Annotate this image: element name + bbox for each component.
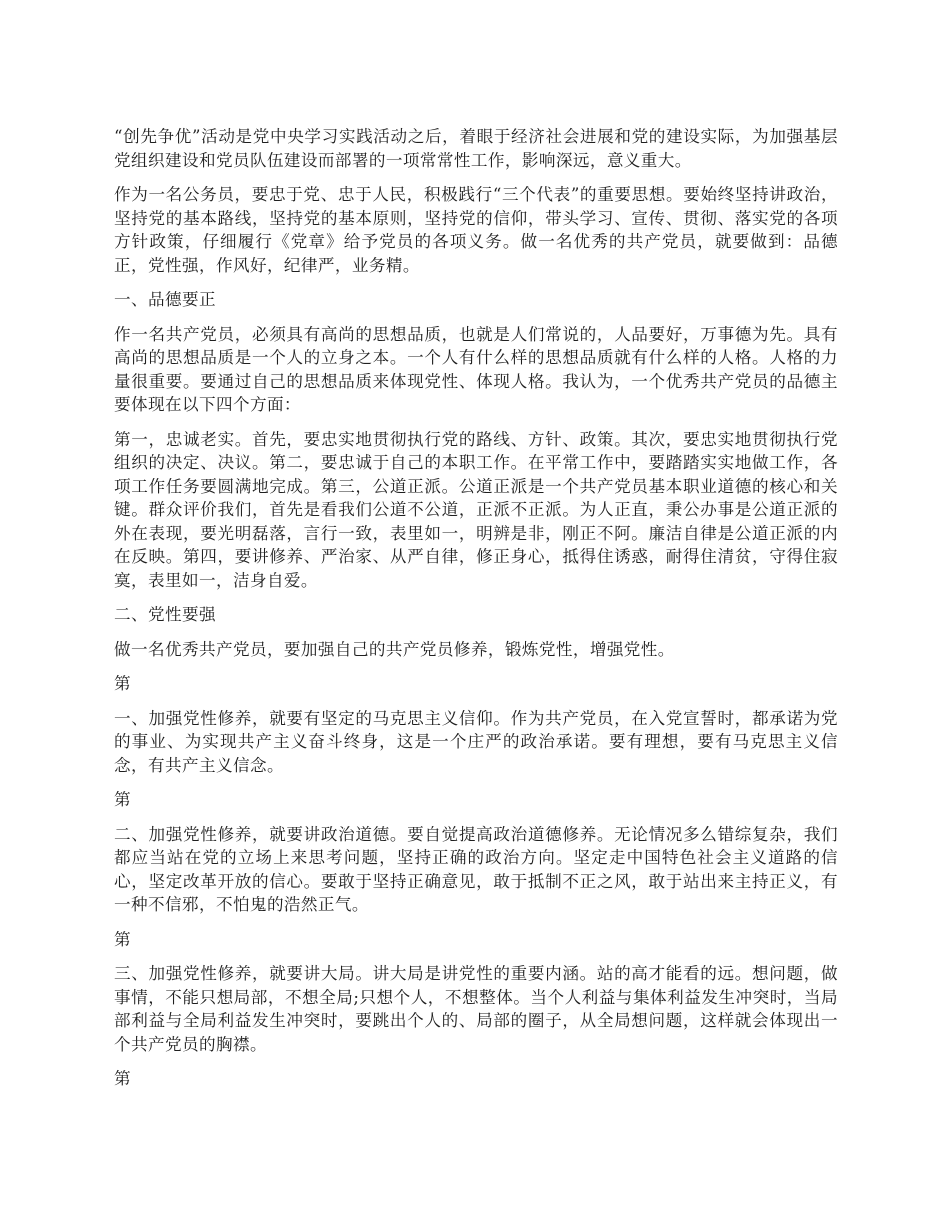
civil-servant-paragraph: 作为一名公务员，要忠于党、忠于人民，积极践行“三个代表”的重要思想。要始终坚持讲政治，坚持党的基本路线，坚持党的基本原则，坚持党的信仰，带头学习、宣传、贯彻、落实党的各项方针政策，仔细履行《党章》给予党员的各项义务。做一名优秀的共产党员，就要做到：品德正，党性强，作风好，纪律严，业务精。 [114, 185, 838, 275]
four-aspects-paragraph: 第一，忠诚老实。首先，要忠实地贯彻执行党的路线、方针、政策。其次，要忠实地贯彻执行党组织的决定、决议。第二，要忠诚于自己的本职工作。在平常工作中，要踏踏实实地做工作，各项工作任务要圆满地完成。第三，公道正派。公道正派是一个共产党员基本职业道德的核心和关键。群众评价我们，首先是看我们公道不公道，正派不正派。为人正直，秉公办事是公道正派的外在表现，要光明磊落，言行一致，表里如一，明辨是非，刚正不阿。廉洁自律是公道正派的内在反映。第四，要讲修养、严治家、从严自律，修正身心，抵得住诱惑，耐得住清贫，守得住寂寞，表里如一，洁身自爱。 [114, 429, 838, 590]
section-heading-morality: 一、品德要正 [114, 290, 216, 309]
document-body [114, 125, 838, 1102]
ordinal-marker: 第 [114, 929, 131, 949]
point-two-paragraph: 二、加强党性修养，就要讲政治道德。要自觉提高政治道德修养。无论情况多么错综复杂，我们都应当站在党的立场上来思考问题，坚持正确的政治方向。坚定走中国特色社会主义道路的信心，坚定改革开放的信心。要敢于坚持正确意见，敢于抵制不正之风，敢于站出来主持正义，有一种不信邪，不怕鬼的浩然正气。 [114, 824, 838, 914]
point-three-paragraph: 三、加强党性修养，就要讲大局。讲大局是讲党性的重要内涵。站的高才能看的远。想问题，做事情，不能只想局部，不想全局;只想个人，不想整体。当个人利益与集体利益发生冲突时，当局部利益与全局利益发生冲突时，要跳出个人的、局部的圈子，从全局想问题，这样就会体现出一个共产党员的胸襟。 [114, 964, 838, 1054]
point-one-paragraph: 一、加强党性修养，就要有坚定的马克思主义信仰。作为共产党员，在入党宣誓时，都承诺为党的事业、为实现共产主义奋斗终身，这是一个庄严的政治承诺。要有理想，要有马克思主义信念，有共产主义信念。 [114, 708, 838, 775]
party-spirit-paragraph: 做一名优秀共产党员，要加强自己的共产党员修养，锻炼党性，增强党性。 [114, 639, 675, 659]
ordinal-marker: 第 [114, 674, 131, 693]
section-heading-party-spirit: 二、党性要强 [114, 605, 216, 624]
ordinal-marker: 第 [114, 1069, 131, 1088]
morality-paragraph: 作一名共产党员，必须具有高尚的思想品质，也就是人们常说的，人品要好，万事德为先。具有高尚的思想品质是一个人的立身之本。一个人有什么样的思想品质就有什么样的人格。人格的力量很重要。要通过自己的思想品质来体现党性、体现人格。我认为，一个优秀共产党员的品德主要体现在以下四个方面： [114, 324, 838, 414]
intro-paragraph: “创先争优”活动是党中央学习实践活动之后，着眼于经济社会进展和党的建设实际，为加强基层党组织建设和党员队伍建设而部署的一项常常性工作，影响深远，意义重大。 [114, 127, 838, 170]
ordinal-marker: 第 [114, 790, 131, 809]
